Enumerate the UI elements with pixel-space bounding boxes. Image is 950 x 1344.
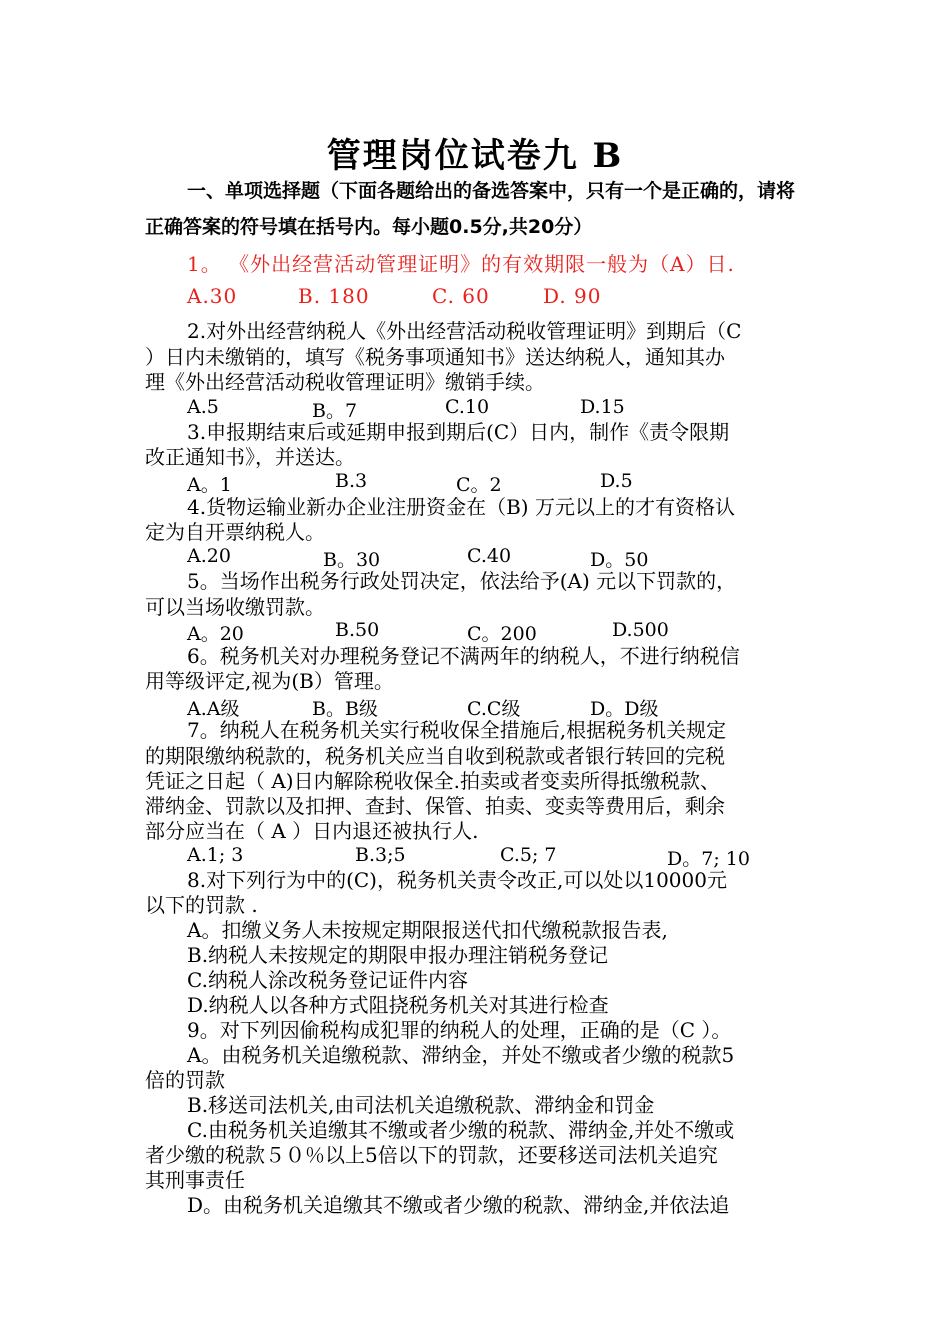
q7-option-d: D。7; 10	[667, 848, 750, 870]
q2-option-a: A.5	[187, 396, 219, 418]
q3-option-d: D.5	[600, 470, 633, 492]
q3-option-a: A。1	[187, 474, 232, 496]
q7-option-a: A.1; 3	[187, 844, 244, 866]
q6-line2: 用等级评定,视为(B）管理。	[145, 669, 394, 693]
q3-option-b: B.3	[335, 470, 368, 492]
q4-option-a: A.20	[187, 545, 231, 567]
q9-option-d-line1: D。由税务机关追缴其不缴或者少缴的税款、滞纳金,并依法追	[187, 1193, 730, 1217]
q1-option-b: B. 180	[298, 284, 370, 308]
q8-option-a: A。扣缴义务人未按规定期限报送代扣代缴税款报告表,	[187, 918, 668, 942]
q8-option-d: D.纳税人以各种方式阻挠税务机关对其进行检查	[187, 993, 609, 1017]
q7-line2: 的期限缴纳税款的，税务机关应当自收到税款或者银行转回的完税	[145, 744, 725, 768]
q1-stem: 1。 《外出经营活动管理证明》的有效期限一般为（A）日.	[187, 252, 735, 276]
q7-line1: 7。纳税人在税务机关实行税收保全措施后,根据税务机关规定	[187, 718, 727, 742]
q7-line4: 滞纳金、罚款以及扣押、查封、保管、拍卖、变卖等费用后，剩余	[145, 794, 725, 818]
q9-option-a-line1: A。由税务机关追缴税款、滞纳金，并处不缴或者少缴的税款5	[187, 1043, 735, 1067]
q5-line1: 5。当场作出税务行政处罚决定，依法给予(A) 元以下罚款的，	[187, 569, 737, 593]
q7-line3: 凭证之日起（ A)日内解除税收保全.拍卖或者变卖所得抵缴税款、	[145, 769, 720, 793]
q1-option-a: A.30	[187, 284, 238, 308]
q7-option-b: B.3;5	[355, 844, 406, 866]
q5-option-d: D.500	[612, 619, 669, 641]
q5-option-b: B.50	[335, 619, 380, 641]
q3-option-c: C。2	[456, 474, 502, 496]
q2-line2: ）日内未缴销的，填写《税务事项通知书》送达纳税人，通知其办	[145, 345, 725, 369]
q1-option-d: D. 90	[543, 284, 602, 308]
q5-option-a: A。20	[187, 623, 244, 645]
q3-line1: 3.申报期结束后或延期申报到期后(C）日内，制作《责令限期	[187, 420, 730, 444]
q3-line2: 改正通知书》，并送达。	[145, 445, 355, 469]
q8-line1: 8.对下列行为中的(C)，税务机关责令改正,可以处以10000元	[187, 868, 727, 892]
q4-line1: 4.货物运输业新办企业注册资金在（B) 万元以上的才有资格认	[187, 495, 735, 519]
q6-line1: 6。税务机关对办理税务登记不满两年的纳税人，不进行纳税信	[187, 644, 740, 668]
q9-stem: 9。对下列因偷税构成犯罪的纳税人的处理，正确的是（C ）。	[187, 1018, 732, 1042]
q5-line2: 可以当场收缴罚款。	[145, 595, 325, 619]
q9-option-c-line1: C.由税务机关追缴其不缴或者少缴的税款、滞纳金,并处不缴或	[187, 1118, 735, 1142]
section-heading-line2: 正确答案的符号填在括号内。每小题0.5分,共20分）	[145, 216, 593, 238]
q2-option-d: D.15	[580, 396, 625, 418]
q4-line2: 定为自开票纳税人。	[145, 520, 325, 544]
q7-option-c: C.5; 7	[500, 844, 557, 866]
q9-option-c-line3: 其刑事责任	[145, 1168, 245, 1192]
q8-option-b: B.纳税人未按规定的期限申报办理注销税务登记	[187, 943, 609, 967]
q6-option-b: B。B级	[312, 698, 378, 720]
q5-option-c: C。200	[467, 623, 537, 645]
section-heading-line1: 一、单项选择题（下面各题给出的备选答案中，只有一个是正确的，请将	[187, 180, 796, 202]
q9-option-a-line2: 倍的罚款	[145, 1068, 225, 1092]
q8-option-c: C.纳税人涂改税务登记证件内容	[187, 968, 468, 992]
q4-option-b: B。30	[323, 549, 381, 571]
q1-option-c: C. 60	[432, 284, 490, 308]
q6-option-c: C.C级	[467, 698, 521, 720]
q2-line1: 2.对外出经营纳税人《外出经营活动税收管理证明》到期后（C	[187, 319, 742, 343]
q7-line5: 部分应当在（ A ）日内退还被执行人.	[145, 819, 479, 843]
q4-option-d: D。50	[590, 549, 649, 571]
exam-title: 管理岗位试卷九 B	[326, 136, 624, 176]
q9-option-b: B.移送司法机关,由司法机关追缴税款、滞纳金和罚金	[187, 1093, 655, 1117]
q6-option-d: D。D级	[590, 698, 659, 720]
q2-option-b: B。7	[312, 400, 358, 422]
q2-option-c: C.10	[445, 396, 490, 418]
q6-option-a: A.A级	[187, 698, 240, 720]
q4-option-c: C.40	[467, 545, 512, 567]
q2-line3: 理《外出经营活动税收管理证明》缴销手续。	[145, 370, 545, 394]
q8-line2: 以下的罚款 .	[145, 893, 258, 917]
q9-option-c-line2: 者少缴的税款５０％以上5倍以下的罚款，还要移送司法机关追究	[145, 1143, 718, 1167]
